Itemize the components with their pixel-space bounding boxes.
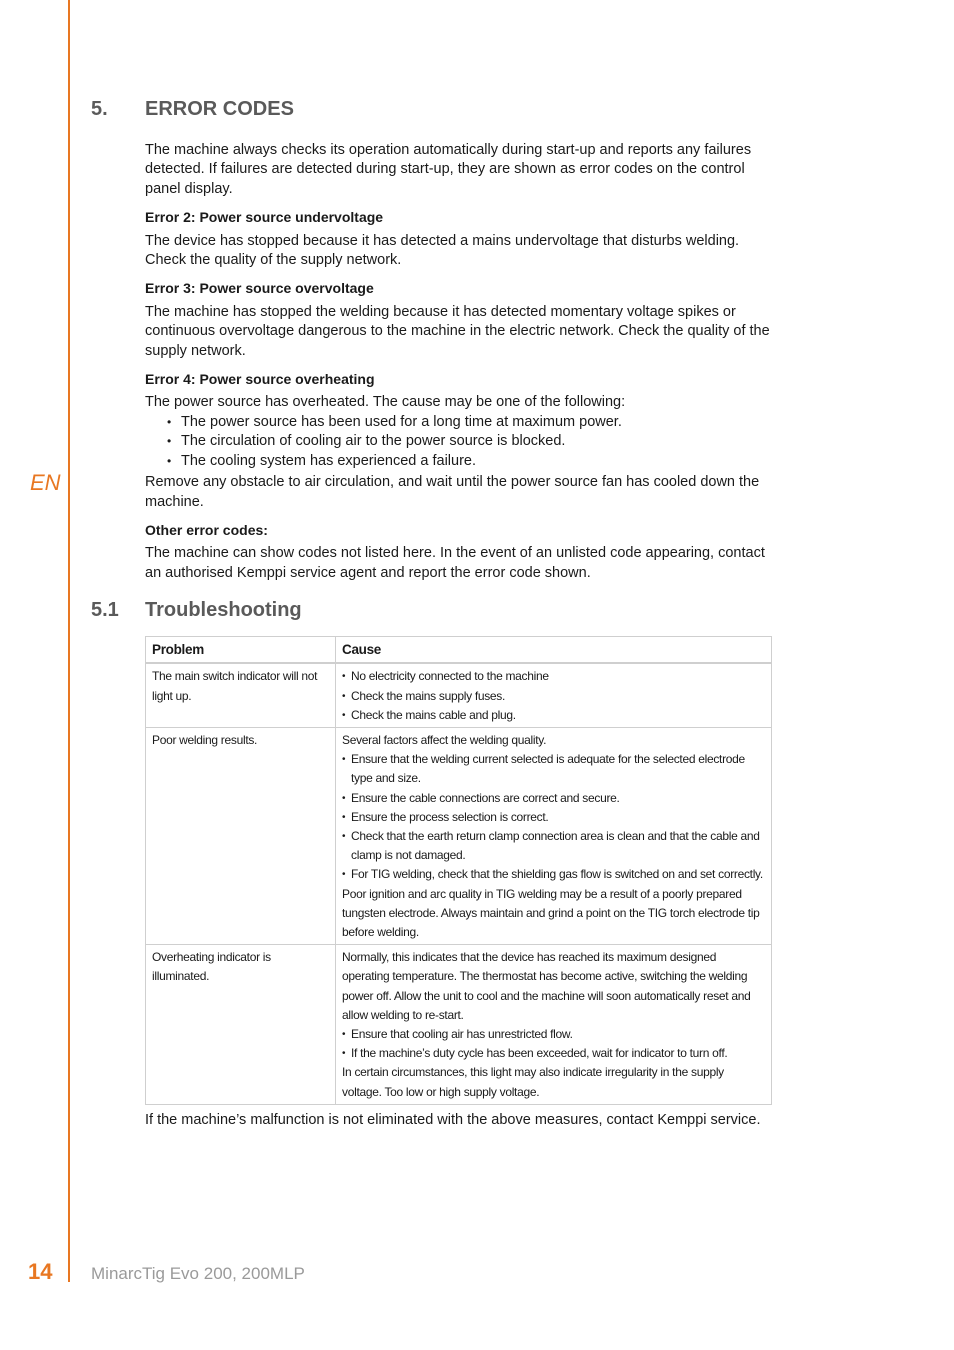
footer-divider	[68, 1262, 69, 1282]
closing-paragraph: If the machine’s malfunction is not eliminated with the above measures, contact Kemppi service.	[145, 1111, 761, 1128]
cause-text: Normally, this indicates that the device has reached its maximum designed operating temperature. The thermostat has become active, switching the welding power off. Allow the unit to cool and the machine will soon automatically reset and allow welding to re-start.	[342, 950, 751, 1022]
intro-paragraph: The machine always checks its operation automatically during start-up and reports any failures detected. If failures are detected during start-up, they are shown as error codes on the control panel display.	[145, 142, 752, 197]
cause-item: • Check the mains supply fuses.	[342, 687, 765, 706]
cause-text: Several factors affect the welding quality.	[342, 732, 547, 747]
error-4-title: Error 4: Power source overheating	[145, 371, 375, 388]
error-3-text: The machine has stopped the welding because it has detected momentary voltage spikes or continuous overvoltage dangerous to the machine in the electric network. Check the quality of the supply network.	[145, 303, 770, 359]
language-tag: EN	[30, 470, 61, 495]
other-errors-text: The machine can show codes not listed here. In the event of an unlisted code appearing, contact an authorised Kemppi service agent and report the error code shown.	[145, 545, 765, 581]
cause-item: • For TIG welding, check that the shielding gas flow is switched on and set correctly.	[342, 865, 765, 884]
margin-rule	[68, 0, 70, 1282]
cause-item: • Ensure the process selection is correct.	[342, 808, 765, 827]
cause-cell	[336, 945, 772, 1105]
column-header-cause: Cause	[336, 637, 772, 664]
subsection-heading	[91, 599, 773, 622]
error-4-causes	[145, 413, 773, 471]
subsection-title: Troubleshooting	[145, 599, 302, 622]
cause-item: • Ensure that cooling air has unrestricted flow.	[342, 1025, 765, 1044]
section-number: 5.	[91, 98, 108, 120]
cause-item: • If the machine’s duty cycle has been exceeded, wait for indicator to turn off.	[342, 1044, 765, 1063]
column-header-problem: Problem	[146, 637, 336, 664]
section-title: ERROR CODES	[145, 98, 294, 120]
problem-cell: The main switch indicator will not light up.	[146, 663, 336, 727]
footer-product-name: MinarcTig Evo 200, 200MLP	[91, 1264, 305, 1283]
cause-item: • No electricity connected to the machine	[342, 667, 765, 686]
subsection-number: 5.1	[91, 599, 119, 622]
cause-text: In certain circumstances, this light may also indicate irregularity in the supply voltage. Too low or high supply voltage.	[342, 1065, 724, 1099]
other-errors-title: Other error codes:	[145, 521, 268, 538]
error-2-title: Error 2: Power source undervoltage	[145, 209, 384, 226]
error-3-title: Error 3: Power source overvoltage	[145, 280, 374, 297]
error-2-text: The device has stopped because it has detected a mains undervoltage that disturbs welding. Check the quality of the supply network.	[145, 232, 740, 269]
problem-cell: Overheating indicator is illuminated.	[146, 945, 336, 1105]
cause-item: • Check the mains cable and plug.	[342, 706, 765, 725]
cause-text: Poor ignition and arc quality in TIG welding may be a result of a poorly prepared tungsten electrode. Always maintain and grind a point on the TIG torch electrode tip before welding.	[342, 886, 760, 939]
table-row	[146, 663, 772, 727]
troubleshooting-table	[145, 636, 772, 1105]
error-4-remedy: Remove any obstacle to air circulation, and wait until the power source fan has cooled down the machine.	[145, 474, 760, 510]
error-codes-body	[145, 141, 773, 583]
table-header-row	[146, 637, 772, 664]
table-row	[146, 727, 772, 944]
cause-item: • Check that the earth return clamp connection area is clean and that the cable and clamp is not damaged.	[342, 827, 765, 865]
error-4-text: The power source has overheated. The cause may be one of the following:	[145, 394, 626, 411]
page-content	[91, 98, 773, 1130]
cause-cell	[336, 727, 772, 944]
cause-item: • Ensure the cable connections are correct and secure.	[342, 789, 765, 808]
list-item: • The circulation of cooling air to the power source is blocked.	[145, 432, 773, 451]
list-item: • The power source has been used for a long time at maximum power.	[145, 413, 773, 432]
problem-cell: Poor welding results.	[146, 727, 336, 944]
page-number: 14	[28, 1259, 53, 1284]
list-item: • The cooling system has experienced a failure.	[145, 452, 773, 471]
cause-item: • Ensure that the welding current selected is adequate for the selected electrode type and size.	[342, 750, 765, 788]
cause-cell	[336, 663, 772, 727]
section-heading	[91, 98, 773, 121]
table-row	[146, 945, 772, 1105]
